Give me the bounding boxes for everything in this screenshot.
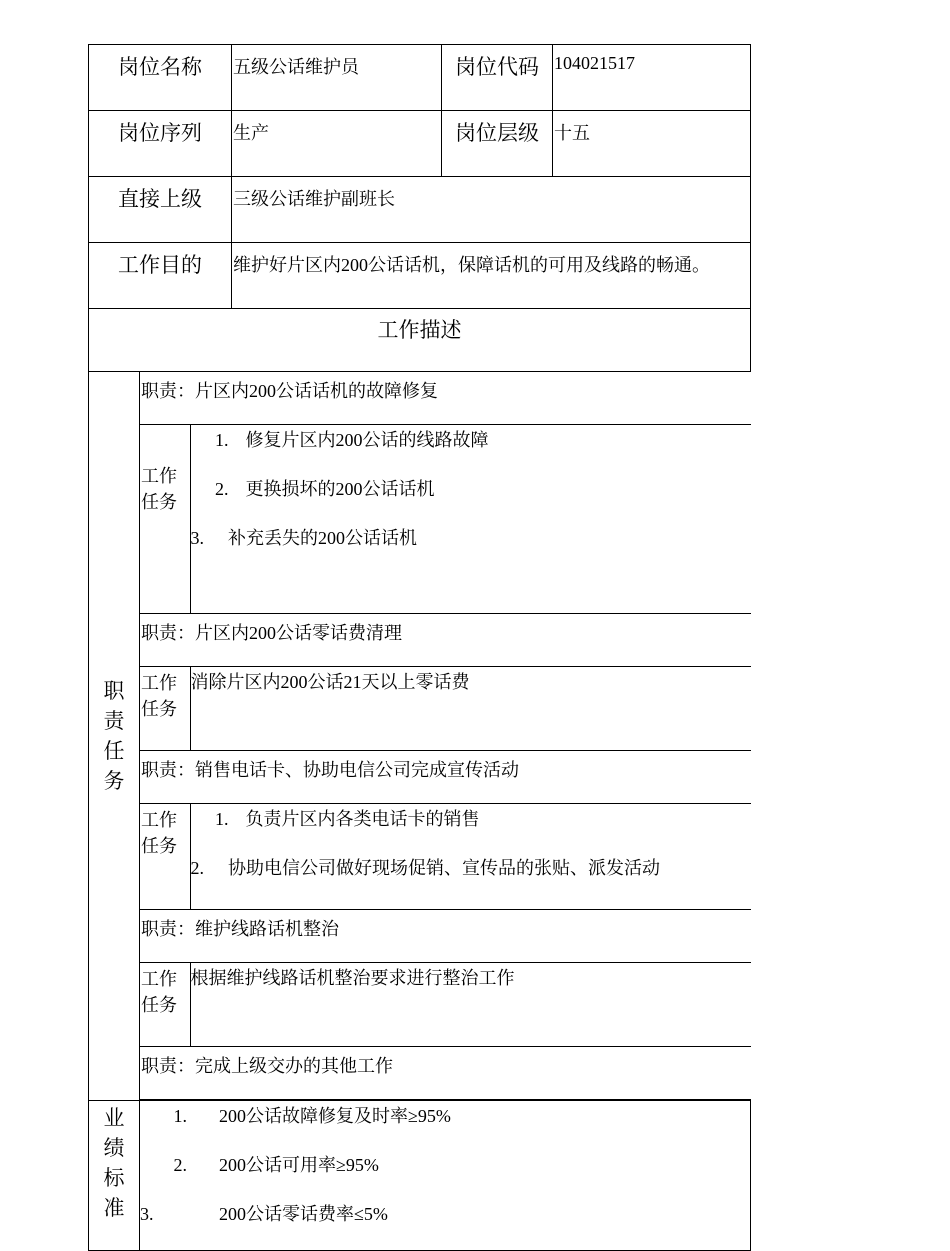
duties-label-text: 职 责 任 务 (103, 679, 125, 793)
task-text: 消除片区内200公话21天以上零话费 (190, 672, 470, 692)
position-code-label: 岗位代码 (442, 45, 553, 111)
description-title: 工作描述 (89, 309, 751, 372)
duty-title: 职责：片区内200公话话机的故障修复 (140, 372, 751, 425)
task-item (191, 525, 751, 574)
position-name-label: 岗位名称 (89, 45, 232, 111)
duties-table (140, 372, 751, 1100)
performance-text: 200公话故障修复及时率≥95% (219, 1106, 451, 1126)
performance-item (140, 1152, 750, 1201)
task-text: 补充丢失的200公话话机 (228, 528, 417, 548)
purpose-value: 维护好片区内200公话话机，保障话机的可用及线路的畅通。 (232, 243, 751, 309)
task-text: 协助电信公司做好现场促销、宣传品的张贴、派发活动 (228, 858, 660, 878)
performance-label-text: 业 绩 标 准 (103, 1106, 125, 1220)
task-label: 工作 任务 (140, 804, 190, 910)
performance-number: 3. (140, 1204, 154, 1224)
performance-list (140, 1101, 751, 1251)
task-list (190, 963, 751, 1047)
task-text: 根据维护线路话机整治要求进行整治工作 (190, 968, 515, 988)
job-description-table (88, 44, 751, 1251)
task-text: 修复片区内200公话的线路故障 (245, 430, 489, 450)
task-item (191, 855, 751, 904)
performance-text: 200公话零话费率≤5% (219, 1204, 388, 1224)
task-text: 负责片区内各类电话卡的销售 (245, 809, 480, 829)
task-number: 1. (215, 809, 229, 829)
performance-item (140, 1103, 750, 1152)
task-item (191, 965, 751, 1014)
level-value: 十五 (553, 111, 751, 177)
task-list (190, 425, 751, 614)
task-label: 工作 任务 (140, 963, 190, 1047)
sequence-value: 生产 (232, 111, 442, 177)
task-number: 1. (215, 430, 229, 450)
duty-title: 职责：完成上级交办的其他工作 (140, 1047, 751, 1100)
job-description-sheet (88, 44, 750, 1251)
task-list (190, 804, 751, 910)
duty-title: 职责：维护线路话机整治 (140, 910, 751, 963)
task-number: 2. (190, 858, 204, 878)
position-name-value: 五级公话维护员 (232, 45, 442, 111)
task-item (191, 476, 751, 525)
performance-label (89, 1101, 140, 1251)
duties-label (89, 372, 140, 1101)
performance-item (140, 1201, 750, 1250)
position-code-value: 104021517 (553, 45, 751, 111)
task-number: 3. (190, 528, 204, 548)
task-item (191, 427, 751, 476)
task-item (191, 806, 751, 855)
sequence-label: 岗位序列 (89, 111, 232, 177)
performance-number: 1. (173, 1106, 187, 1126)
supervisor-label: 直接上级 (89, 177, 232, 243)
level-label: 岗位层级 (442, 111, 553, 177)
performance-number: 2. (173, 1155, 187, 1175)
task-text: 更换损坏的200公话话机 (245, 479, 435, 499)
task-list (190, 667, 751, 751)
purpose-label: 工作目的 (89, 243, 232, 309)
supervisor-value: 三级公话维护副班长 (232, 177, 751, 243)
task-item (191, 669, 751, 718)
task-label: 工作 任务 (140, 425, 190, 614)
duty-title: 职责：片区内200公话零话费清理 (140, 614, 751, 667)
task-label: 工作 任务 (140, 667, 190, 751)
duty-title: 职责：销售电话卡、协助电信公司完成宣传活动 (140, 751, 751, 804)
duties-container (140, 372, 751, 1101)
task-number: 2. (215, 479, 229, 499)
performance-text: 200公话可用率≥95% (219, 1155, 379, 1175)
